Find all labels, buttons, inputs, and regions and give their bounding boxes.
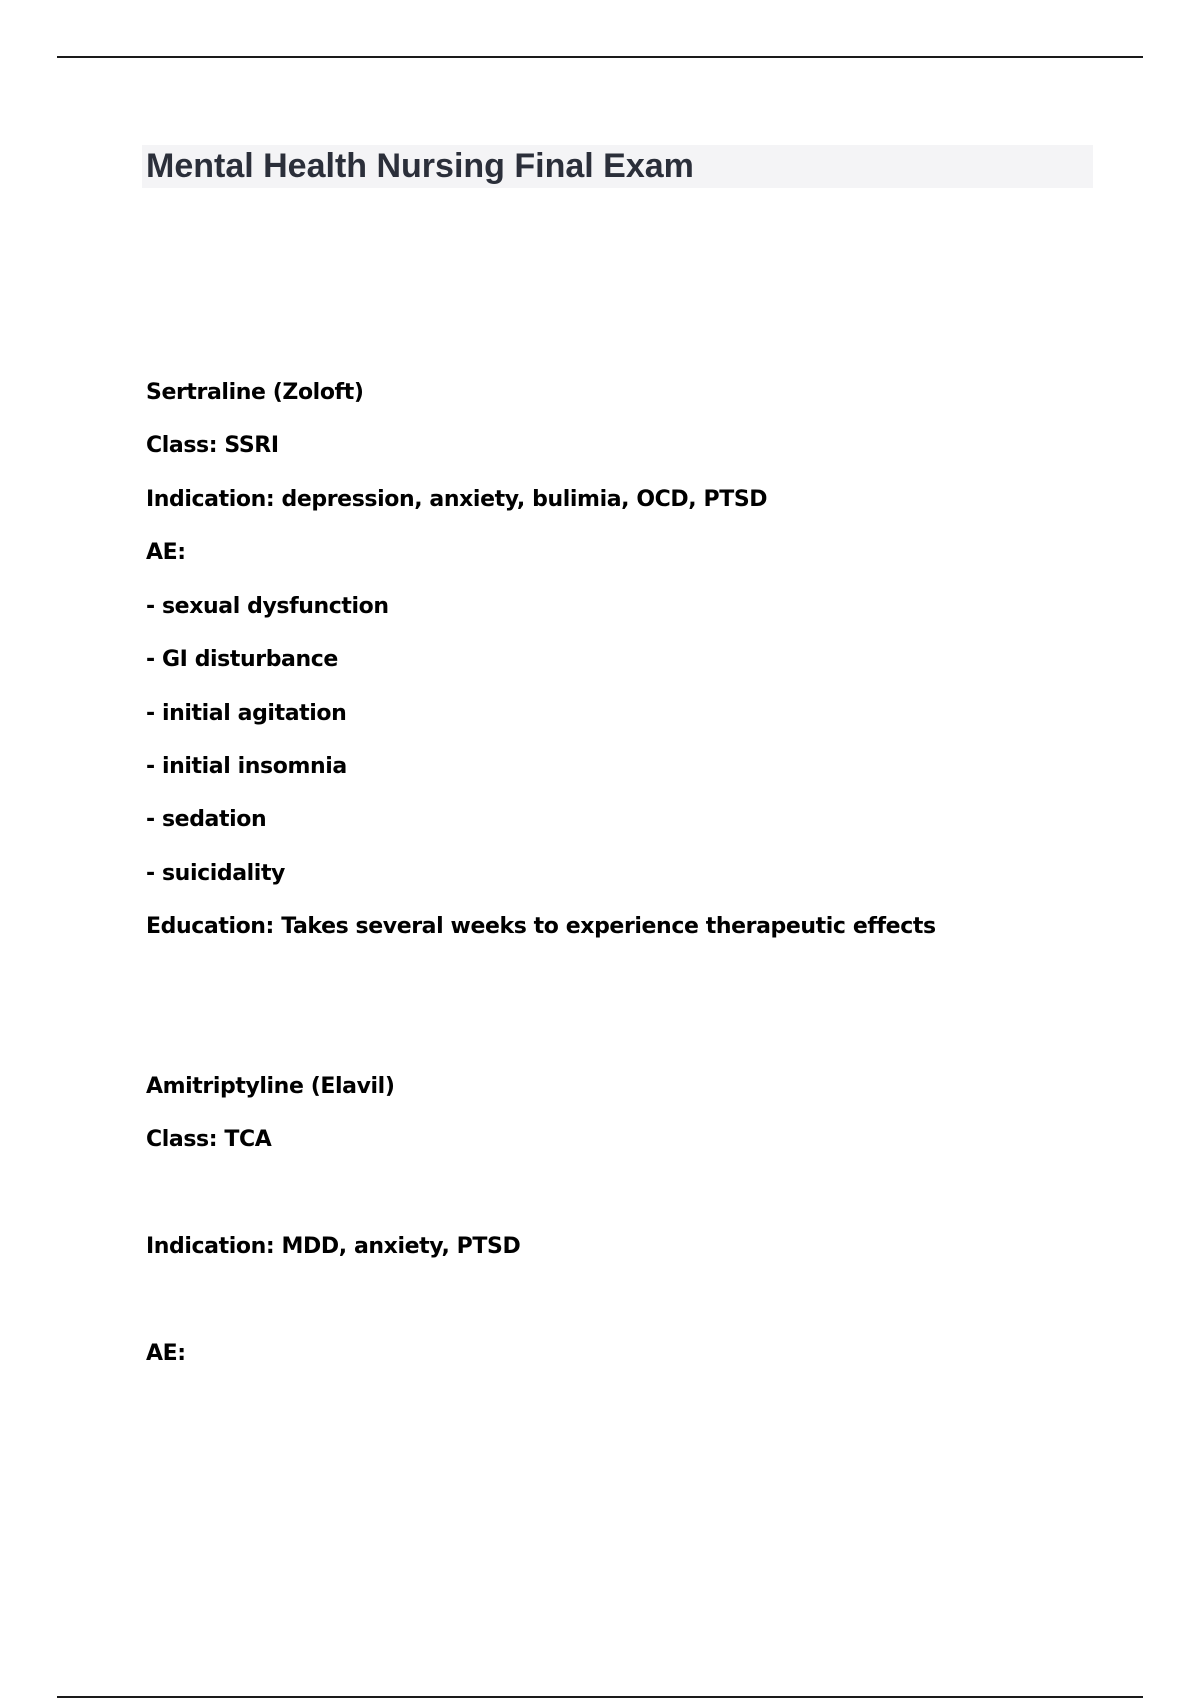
drug-education: Education: Takes several weeks to experience therapeutic effects: [146, 914, 936, 939]
header-rule: [57, 56, 1143, 58]
adverse-effect-item: - sedation: [146, 807, 267, 832]
drug-class: Class: TCA: [146, 1127, 272, 1152]
drug-indication: Indication: depression, anxiety, bulimia, OCD, PTSD: [146, 487, 768, 512]
adverse-effects-heading: AE:: [146, 540, 186, 565]
adverse-effect-item: - initial insomnia: [146, 754, 347, 779]
drug-name-amitriptyline: Amitriptyline (Elavil): [146, 1074, 395, 1099]
footer-rule: [57, 1696, 1143, 1698]
adverse-effects-heading: AE:: [146, 1341, 186, 1366]
adverse-effect-item: - initial agitation: [146, 701, 347, 726]
drug-name-sertraline: Sertraline (Zoloft): [146, 380, 364, 405]
drug-class: Class: SSRI: [146, 433, 279, 458]
page-title: Mental Health Nursing Final Exam: [146, 147, 694, 185]
drug-indication: Indication: MDD, anxiety, PTSD: [146, 1234, 521, 1259]
adverse-effect-item: - GI disturbance: [146, 647, 338, 672]
adverse-effect-item: - suicidality: [146, 861, 286, 886]
adverse-effect-item: - sexual dysfunction: [146, 594, 389, 619]
